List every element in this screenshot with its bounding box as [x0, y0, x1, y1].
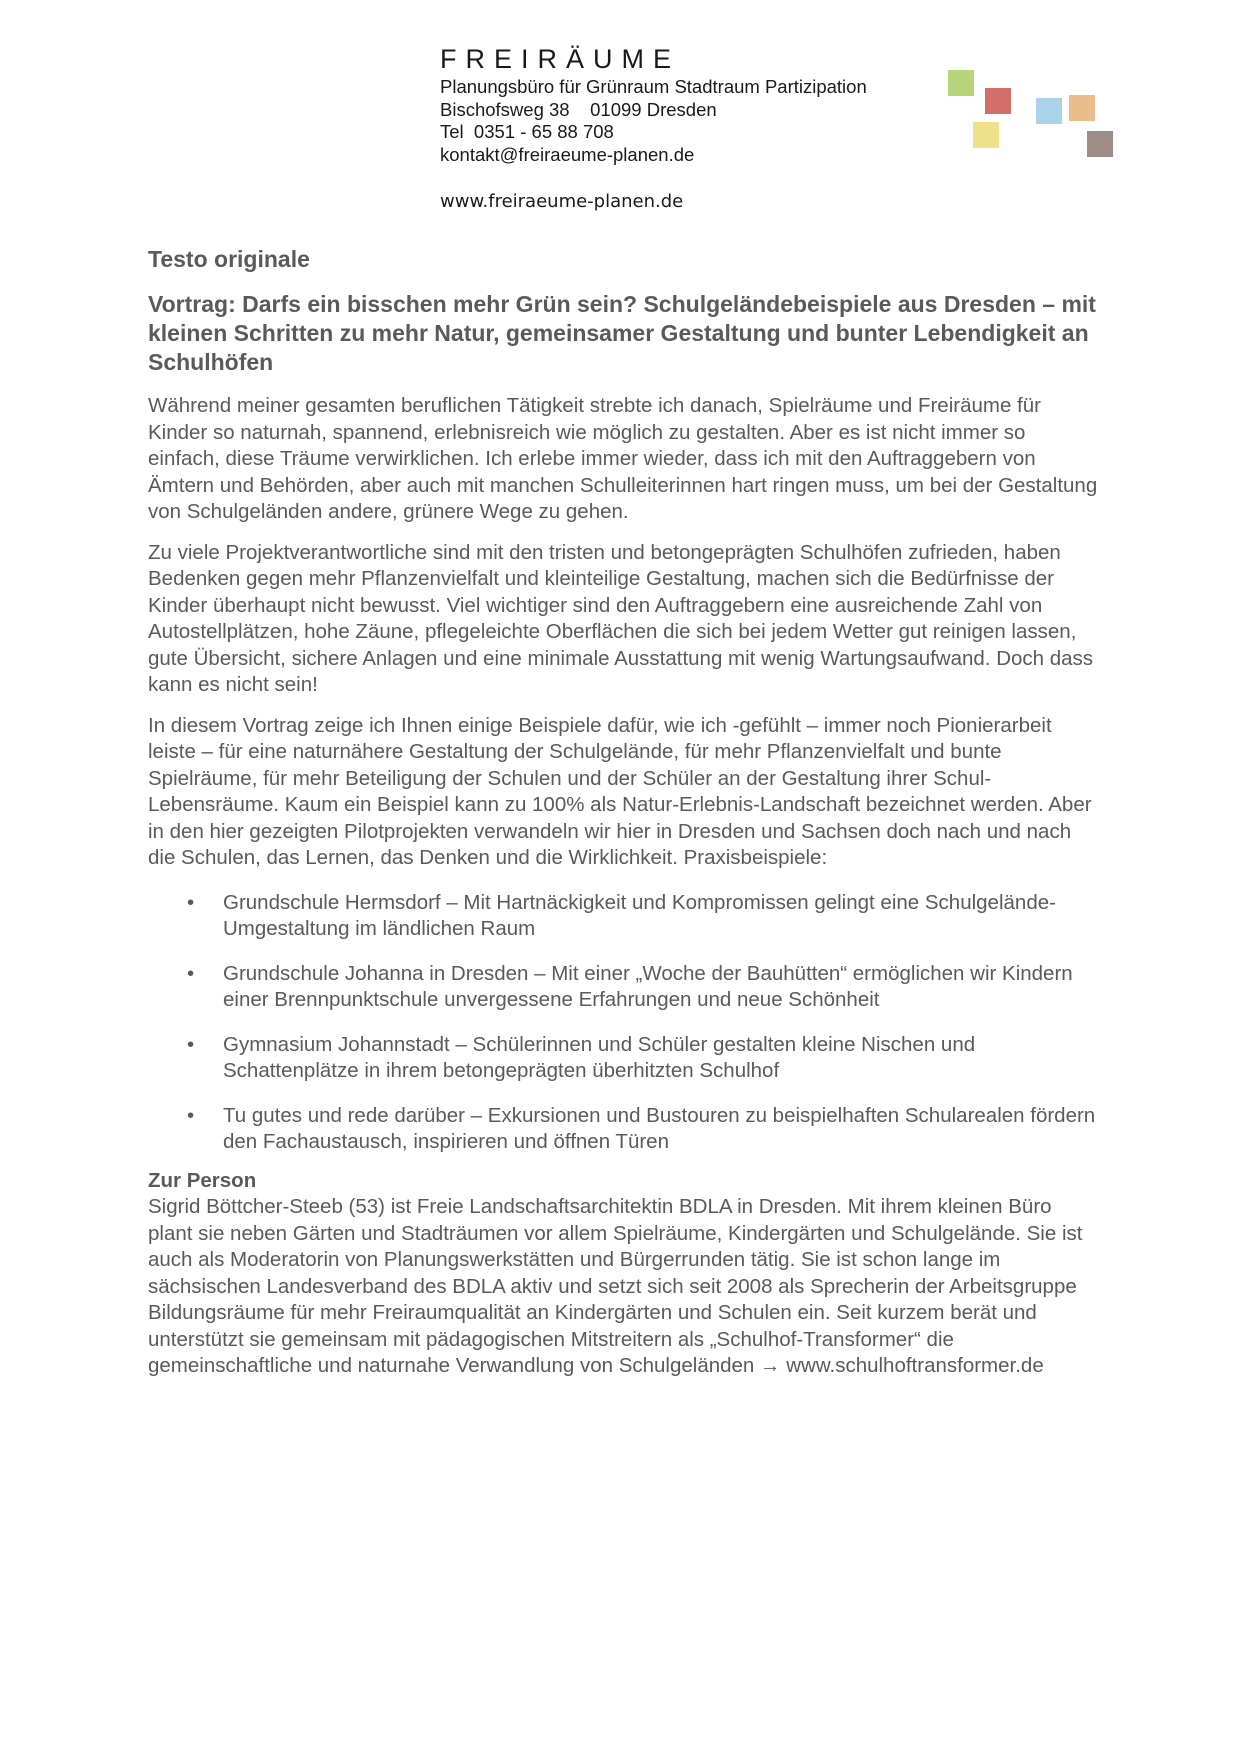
paragraph: Zu viele Projektverantwortliche sind mit den tristen und betongeprägten Schulhöfen zufrieden, haben Bedenken gegen mehr Pflanzenvielfalt und kleinteilige Gestaltung, machen sich die Bedürfnisse der Kinder überhaupt nicht bewusst. Viel wichtiger sind den Auftraggebern eine ausreichende Zahl von Autostellplätzen, hohe Zäune, pflegeleichte Oberflächen die sich bei jedem Wetter gut reinigen lassen, gute Übersicht, sichere Anlagen und eine minimale Ausstattung mit wenig Wartungsaufwand. Doch dass kann es nicht sein! [148, 540, 1094, 696]
phone: Tel 0351 - 65 88 708 [440, 121, 614, 142]
paragraph: In diesem Vortrag zeige ich Ihnen einige Beispiele dafür, wie ich -gefühlt – immer noch Pionierarbeit leiste – für eine naturnähere Gestaltung der Schulgelände, für mehr Pflanzenvielfalt und bunte Spielräume, für mehr Beteiligung der Schulen und der Schüler an der Gestaltung ihrer Schul-Lebensräume. Kaum ein Beispiel kann zu 100% als Natur-Erlebnis-Landschaft bezeichnet werden. Aber in den hier gezeigten Pilotprojekten verwandeln wir hier in Dresden und Sachsen doch nach und nach die Schulen, das Lernen, das Denken und die Wirklichkeit. Praxisbeispiele: [148, 713, 1092, 869]
paragraph: Während meiner gesamten beruflichen Tätigkeit strebte ich danach, Spielräume und Freiräume für Kinder so naturnah, spannend, erlebnisreich wie möglich zu gestalten. Aber es ist nicht immer so einfach, diese Träume verwirklichen. Ich erlebe immer wieder, dass ich mit den Auftraggebern von Ämtern und Behörden, aber auch mit manchen Schulleiterinnen hart ringen muss, um bei der Gestaltung von Schulgeländen andere, grünere Wege zu gehen. [148, 394, 1098, 523]
brand-name: FREIRÄUME [440, 44, 681, 74]
address: Bischofsweg 38 01099 Dresden [440, 98, 717, 120]
list-item-text: Tu gutes und rede darüber – Exkursionen und Bustouren zu beispielhaften Schularealen fördern den Fachaustausch, inspirieren und öffnen Türen [223, 1103, 1096, 1153]
document-subtitle: Testo originale [148, 246, 310, 272]
list-item-text: Grundschule Johanna in Dresden – Mit einer „Woche der Bauhütten“ ermöglichen wir Kindern einer Brennpunktschule unvergessene Erfahrungen und neue Schönheit [223, 961, 1073, 1011]
letterhead [440, 42, 867, 166]
list-item [148, 890, 1098, 943]
logo-square-brown [1087, 131, 1113, 157]
list-item [148, 1103, 1098, 1156]
bullet-icon: • [187, 961, 195, 985]
person-text: Sigrid Böttcher-Steeb (53) ist Freie Landschaftsarchitektin BDLA in Dresden. Mit ihrem kleinen Büro plant sie neben Gärten und Stadträumen vor allem Spielräume, Kindergärten und Schulgelände. Sie ist auch als Moderatorin von Planungswerkstätten und Bürgerrunden tätig. Sie ist schon lange im sächsischen Landesverband des BDLA aktiv und setzt sich seit 2008 als Sprecherin der Arbeitsgruppe Bildungsräume für mehr Freiraumqualität an Kindergärten und Schulen ein. Seit kurzem berät und unterstützt sie gemeinsam mit pädagogischen Mitstreitern als „Schulhof-Transformer“ die gemeinschaftliche und naturnahe Verwandlung von Schulgeländen → www.schulhoftransformer.de [148, 1195, 1083, 1377]
list-item-text: Gymnasium Johannstadt – Schülerinnen und Schüler gestalten kleine Nischen und Schattenplätze in ihrem betongeprägten überhitzten Schulhof [223, 1032, 976, 1082]
list-item-text: Grundschule Hermsdorf – Mit Hartnäckigkeit und Kompromissen gelingt eine Schulgelände-Umgestaltung im ländlichen Raum [223, 890, 1056, 940]
logo-square-green [948, 70, 974, 96]
bullet-icon: • [187, 890, 195, 914]
logo-square-orange [1069, 95, 1095, 121]
list-item [148, 961, 1098, 1014]
bullet-icon: • [187, 1032, 195, 1056]
tagline: Planungsbüro für Grünraum Stadtraum Partizipation [440, 76, 867, 97]
document-title: Vortrag: Darfs ein bisschen mehr Grün sein? Schulgeländebeispiele aus Dresden – mit kleinen Schritten zu mehr Natur, gemeinsamer Gestaltung und bunter Lebendigkeit an Schulhöfen [148, 291, 1096, 375]
logo-square-yellow [973, 122, 999, 148]
website: www.freiraeume-planen.de [440, 191, 684, 212]
logo-square-blue [1036, 98, 1062, 124]
document-body [148, 245, 1098, 1394]
email: kontakt@freiraeume-planen.de [440, 143, 695, 165]
logo-square-red [985, 88, 1011, 114]
bullet-icon: • [187, 1103, 195, 1127]
examples-list [148, 890, 1098, 1156]
list-item [148, 1032, 1098, 1085]
person-heading: Zur Person [148, 1168, 257, 1192]
